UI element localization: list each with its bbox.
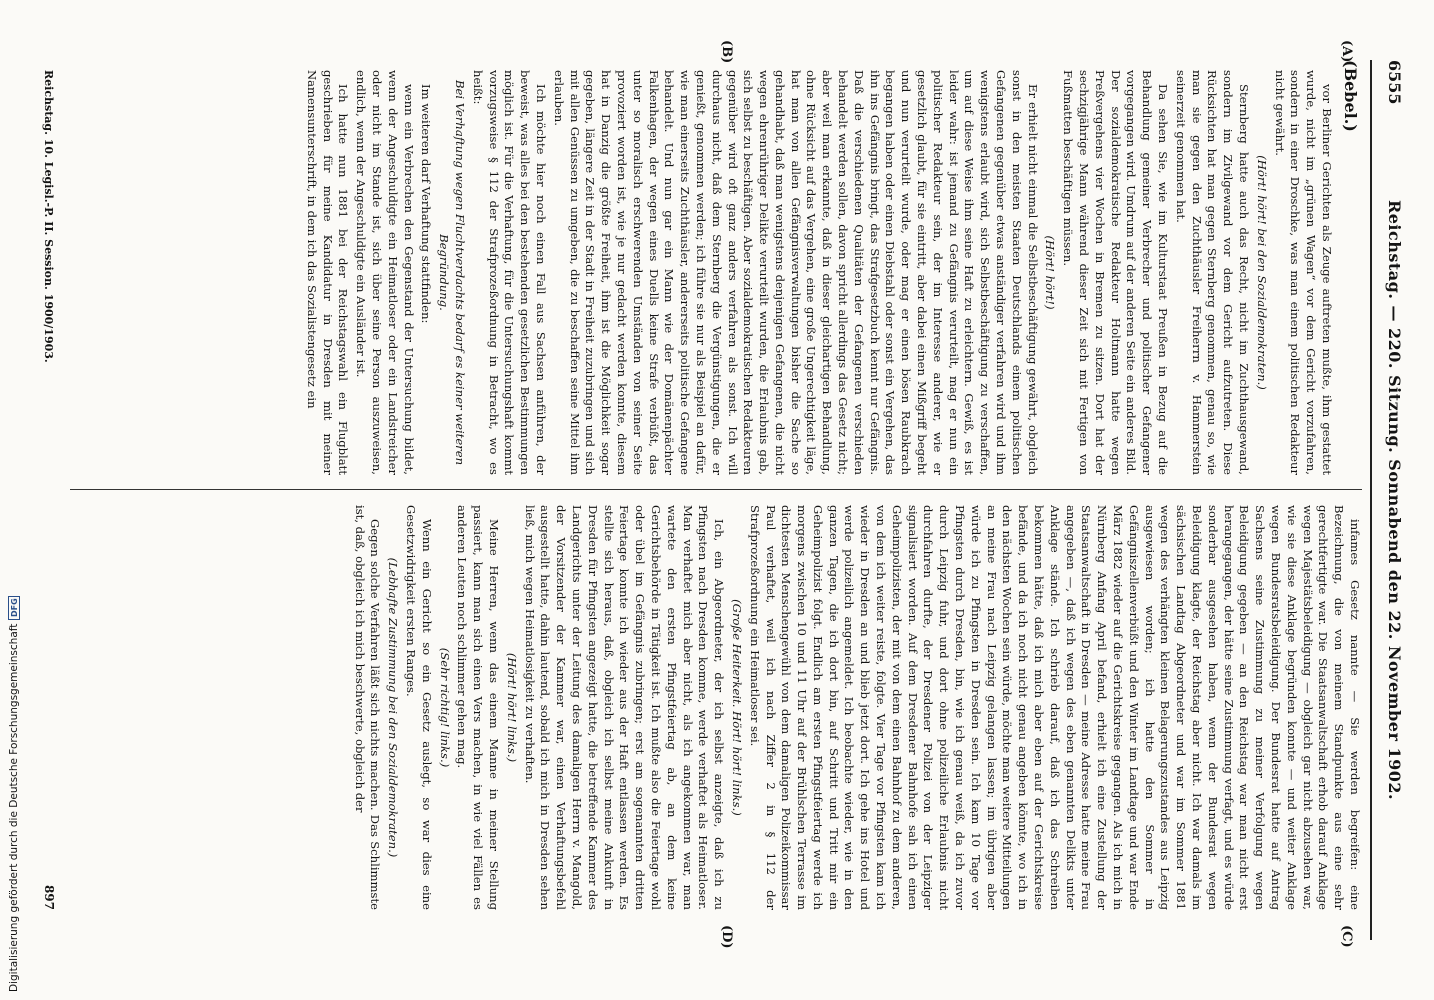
page-header: [1341, 60, 1404, 940]
paragraph: Wenn ein Gericht so ein Gesetz auslegt, so war dies eine Gesetzwidrigkeit ersten Ranges.: [403, 505, 434, 910]
paragraph: Ich hatte nun 1881 bei der Reichstagswahl ein Flugblatt geschrieben für meine Kandidatur in Dresden mit meiner Namensunterschrift, in dem ich das Sozialistengesetz ein: [304, 70, 351, 475]
footer-session: Reichstag. 10. Legisl.-P. II. Session. 1900/1903.: [42, 70, 55, 363]
margin-marker-d: (D): [719, 925, 734, 949]
quoted-law: Bei Verhaftung wegen Fluchtverdachts bedarf es keiner weiteren Begründung.: [437, 79, 467, 466]
paragraph: Im weiteren darf Verhaftung stattfinden:: [419, 84, 434, 324]
column-divider: [70, 489, 1362, 490]
paragraph: Ich, ein Abgeordneter, der ich selbst anzeigte, daß ich zu Pfingsten nach Dresden komme, werde verhaftet als Heimatloser. Man verhaftet mich aber nicht, als ich angekommen war, man wartete den ersten Pfingstfeiertag ab, an dem keine Gerichtsbehörde in Tätigkeit ist. Ich mußte also die Feiertage wohl oder übel im Gefängnis zubringen; erst am sogenannten dritten Feiertage konnte ich wieder aus der Haft entlassen werden. Es stellte sich heraus, daß, obgleich ich selbst meine Ankunft in Dresden für Pfingsten angezeigt hatte, die betreffende Kammer des Landgerichts unter der Leitung des damaligen Herrn v. Mangold, der Vorsitzender der Kammer war, einen Verhaftungsbefehl ausgestellt hatte, dahin lautend, sobald ich mich in Dresden sehen ließ, mich wegen Heimatlosigkeit zu verhaften.: [522, 505, 727, 910]
interjection: (Hört! hört!): [1043, 235, 1058, 310]
header-page-number: 6555: [1385, 60, 1404, 105]
margin-marker-a: (A): [1339, 40, 1354, 63]
paragraph: Da sehen Sie, wie im Kulturstaat Preußen in Bezug auf die Behandlung gemeiner Verbrecher und politischer Gefangener vorgegangen wird. Umdrum auf der anderen Seite ein anderes Bild. Der sozialdemokratische Redakteur Holtmann hatte wegen Preßvergehens vier Wochen in Bremen zu sitzen. Dort hat der sechzigjährige Mann während dieser Zeit sich mit Fertigen von Fußmatten beschäftigen müssen.: [1061, 70, 1171, 475]
left-column: [70, 70, 1334, 475]
paragraph: Gegen solche Verfahren läßt sich nichts machen. Das Schlimmste ist, daß, obgleich ich mich beschwerte, obgleich der: [352, 505, 383, 910]
interjection: (Lebhafte Zustimmung bei den Sozialdemokraten.): [386, 557, 401, 858]
margin-marker-b: (B): [719, 40, 734, 64]
quoted-law: wenn ein Verbrechen den Gegenstand der Untersuchung bildet, wenn der Angeschuldigte ein Heimatloser oder ein Landstreicher oder nicht im Stande ist, sich über seine Person auszuweisen, endlich, wenn der Angeschuldigte ein Ausländer ist.: [354, 70, 416, 475]
header-rule: [1370, 60, 1372, 940]
margin-marker-c: (C): [1339, 925, 1354, 948]
header-title: Reichstag. — 220. Sitzung. Sonnabend den 22. November 1902.: [1385, 199, 1404, 801]
digitization-note: [2, 0, 26, 1000]
interjection: (Hört! hört! links.): [504, 652, 519, 763]
paragraph: Sternberg hatte auch das Recht, nicht im Zuchthausgewand, sondern im Zivilgewand vor dem Gericht aufzutreten. Diese Rücksichten hat man gegen Sternberg genommen, genau so, wie man sie gegen den Zuchthäusler Freiherrn v. Hammerstein seinerzeit genommen hat.: [1173, 70, 1252, 475]
right-column: [70, 505, 1362, 910]
interjection: (Hört! hört! bei den Sozialdemokraten.): [1254, 155, 1269, 390]
digitization-text: Digitalisierung gefördert durch die Deutsche Forschungsgemeinschaft: [8, 623, 20, 992]
paragraph: infames Gesetz nannte — Sie werden begreifen: eine Bezeichnung, die von meinem Standpunkte aus eine sehr gerechtfertigte war. Die Staatsanwaltschaft erhob darauf Anklage wegen Majestätsbeleidigung — obgleich gar nicht abzusehen war, wie sie diese Anklage begründen konnte — und weiter Anklage wegen Bundesratsbeleidigung. Der Bundesrat hatte auf Antrag Sachsens seine Zustimmung zu meiner Verfolgung wegen Beleidigung gegeben — an den Reichstag war man nicht erst herangegangen, der hätte seine Zustimmung verfagt, und es würde sonderbar ausgesehen haben, wenn der Bundesrat wegen Beleidigung klagte, der Reichstag aber nicht. Ich war damals im sächsischen Landtag Abgeordneter und war im Sommer 1881 wegen des verhängten kleinen Belagerungszustandes aus Leipzig ausgewiesen worden; ich hatte den Sommer in Gefängniszellenverbüßt und den Winter im Landtage und war Ende März 1882 wieder auf die Gerichtskreise gegangen. Als ich mich in Nürnberg Anfang April befand, erhielt ich eine Zustellung der Staatsanwaltschaft in Dresden — meine Adresse hatte meine Frau angegeben —, daß ich wegen des eben genannten Delikts unter Anklage stände. Ich schrieb darauf, daß ich das Schreiben bekommen hätte, daß ich mich aber eben auf der Gerichtskreise befände, und da ich noch nicht genau angeben könnte, wo ich in den nächsten Wochen sein würde, möchte man weitere Mitteilungen an meine Frau nach Leipzig gelangen lassen; im übrigen aber würde ich zu Pfingsten in Dresden sein. Ich kam 10 Tage vor Pfingsten durch Dresden, bin, wie ich genau weiß, da ich zuvor durch Leipzig fuhr, und dort ohne polizeiliche Erlaubnis nicht durchfahren durfte, der Dresdener Polizei von der Leipziger signalisiert worden. Auf dem Dresdener Bahnhofe sah ich einen Geheimpolizisten, der mit von dem einen Bahnhof zu dem anderen, von dem ich weiter reiste, folgte. Vier Tage vor Pfingsten kam ich wieder in Dresden an und blieb jetzt dort. Ich gehe ins Hotel und werde polizeilich angemeldet. Ich beobachte wieder, wie in den ganzen Tagen, die ich dort bin, auf Schritt und Tritt mir ein Geheimpolizist folgt. Endlich am ersten Pfingstfeiertag werde ich morgens zwischen 10 und 11 Uhr auf der Brühlschen Terrasse im dichtesten Menschengewühl von dem damaligen Polizeikommissar Paul verhaftet, weil ich nach Ziffer 2 in § 112 der Strafprozeßordnung ein Heimatloser sei.: [747, 505, 1362, 910]
header-speaker: (Bebel.): [1341, 60, 1360, 132]
interjection: (Sehr richtig! links.): [437, 647, 452, 768]
paragraph: Er erhielt nicht einmal die Selbstbeschäftigung gewährt, obgleich sonst in den meisten Staaten Deutschlands einem politischen Gefangenen gegenüber etwas anständiger verfahren wird und ihm wenigstens erlaubt wird, sich Selbstbeschäftigung zu verschaffen, um auf diese Weise ihm seine Haft zu erleichtern. Gewiß, es ist leider wahr: ist jemand zu Gefängnis verurteilt, mag er nun ein politischer Redakteur sein, der im Interesse anderer, wie er gesetzlich glaubt, für sie eintritt, aber dabei einen Mißgriff begeht und nun verurteilt wurde, oder mag er einen bösen Raubkrach begangen haben oder einen Diebstahl oder sonst ein Vergehen, das ihn ins Gefängnis bringt, das Strafgesetzbuch kennt nur Gefängnis. Daß die verschiedenen Qualitäten der Gefangenen verschieden behandelt werden sollen, davon spricht allerdings das Gesetz nicht; aber weil man erkannte, daß in dieser gleichartigen Behandlung, ohne Rücksicht auf das Vergehen, eine große Ungerechtigkeit läge, hat man von allen Gefängnisverwaltungen bisher die Sache so gehandhabt, daß man wenigstens denjenigen Gefangenen, die nicht wegen ehrenrühriger Delikte verurteilt wurden, die Erlaubnis gab, sich selbst zu beschäftigen. Aber sozialdemokratischen Redakteuren gegenüber wird oft ganz anders verfahren als sonst. Ich will durchaus nicht, daß dem Sternberg die Vergünstigungen, die er genießt, genommen werden; ich führe sie nur als Beispiel an dafür, wie man einerseits Zuchthäusler, andererseits politische Gefangene behandelt. Und nun gar ein Mann wie der Domänenpächter Falkenhagen, der wegen eines Duells keine Strafe verbüßt, das unter so moralisch erschwerenden Umständen von seiner Seite provoziert worden ist, wie je nur gedacht werden konnte, diesem hat in Danzig die größte Freiheit, ihm ist die Möglichkeit sogar gegeben, längere Zeit in der Stadt in Freiheit zuzubringen und sich mit allen Genüssen zu umgeben, die zu beschaffen seine Mittel ihm erlauben.: [551, 70, 1040, 475]
dfg-logo: DFG: [8, 596, 20, 620]
footer-sheet-number: 897: [42, 884, 56, 910]
paragraph: vor Berliner Gerichten als Zeuge auftreten mußte, ihm gestattet wurde, nicht im „grünen Wagen“ vor dem Gericht vorzufahren, sondern in einer Droschke, was man einem politischen Redakteur nicht gewährt.: [1272, 70, 1334, 475]
interjection: (Große Heiterkeit. Hört! hört! links.): [729, 599, 744, 816]
paragraph: Ich möchte hier noch einen Fall aus Sachsen anführen, der beweist, was alles bei den bestehenden gesetzlichen Bestimmungen möglich ist. Für die Verhaftung, für die Untersuchungshaft kommt vorzugsweise § 112 der Strafprozeßordnung in Betracht, wo es heißt:: [470, 70, 548, 475]
paragraph: Meine Herren, wenn das einem Manne in meiner Stellung passiert, kann man sich einen Vers machen, in wie viel Fällen es anderen Leuten noch schlimmer gehen mag.: [455, 505, 501, 910]
